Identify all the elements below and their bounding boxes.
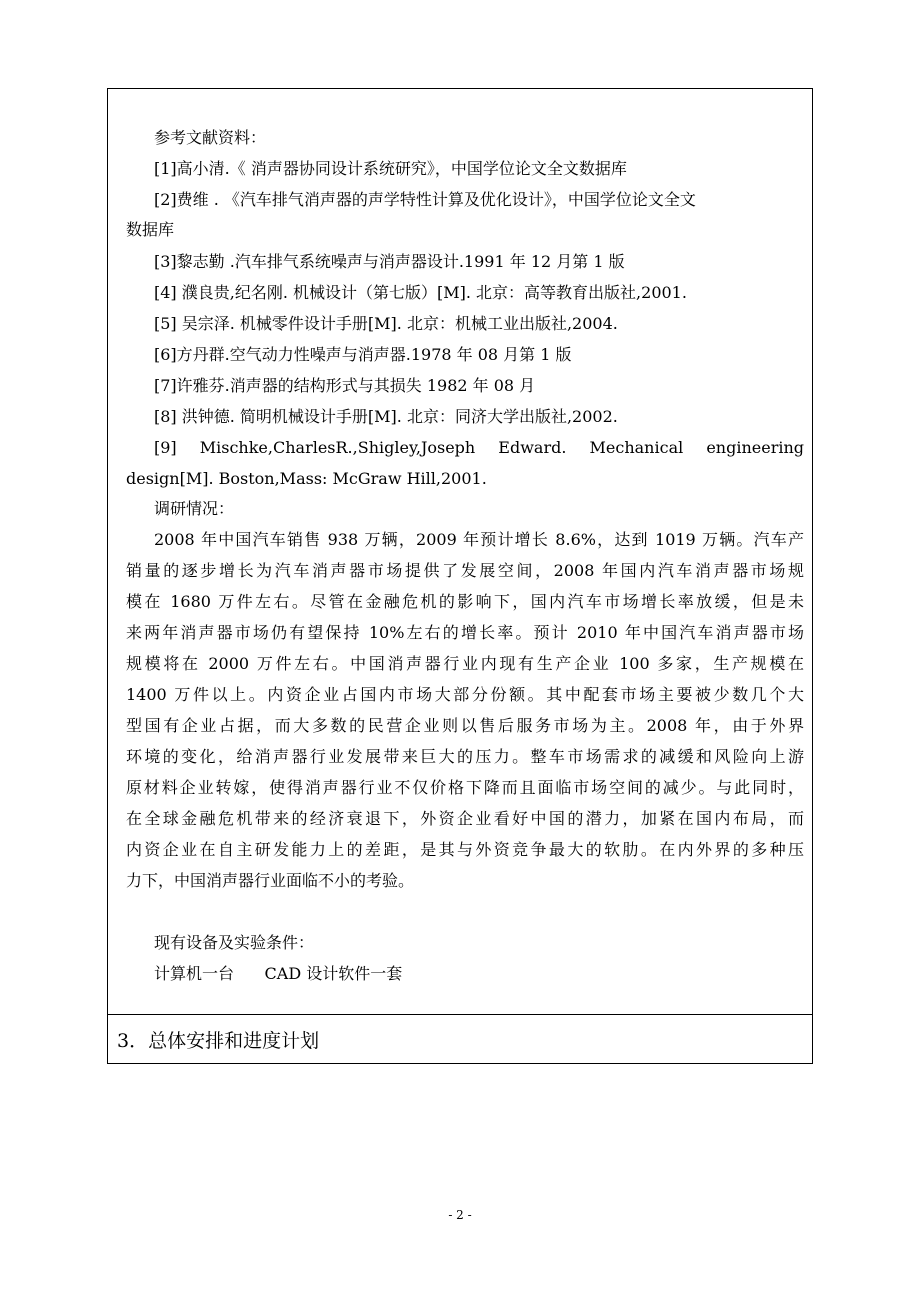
- survey-paragraph-line: 在全球金融危机带来的经济衰退下，外资企业看好中国的潜力，加紧在国内布局，而: [126, 809, 804, 828]
- survey-paragraph-line: 规模将在 2000 万件左右。中国消声器行业内现有生产企业 100 多家，生产规模在: [126, 654, 804, 673]
- reference-item-continuation: 数据库: [126, 220, 175, 239]
- equipment-heading: 现有设备及实验条件：: [154, 933, 315, 952]
- survey-paragraph-line: 来两年消声器市场仍有望保持 10%左右的增长率。预计 2010 年中国汽车消声器市场: [126, 623, 804, 642]
- survey-paragraph-line: 模在 1680 万件左右。尽管在金融危机的影响下，国内汽车市场增长率放缓，但是未: [126, 592, 804, 611]
- page-number: - 2 -: [448, 1208, 472, 1222]
- survey-paragraph-line: 环境的变化，给消声器行业发展带来巨大的压力。整车市场需求的减缓和风险向上游: [126, 747, 804, 766]
- survey-paragraph-line: 型国有企业占据，而大多数的民营企业则以售后服务市场为主。2008 年，由于外界: [126, 716, 804, 735]
- reference-item: [3]黎志勤 .汽车排气系统噪声与消声器设计.1991 年 12 月第 1 版: [154, 252, 625, 271]
- reference-item: [7]许雅芬.消声器的结构形式与其损失 1982 年 08 月: [154, 376, 536, 395]
- survey-paragraph-line: 原材料企业转嫁，使得消声器行业不仅价格下降而且面临市场空间的减少。与此同时，: [126, 778, 804, 797]
- reference-item: [8] 洪钟德. 简明机械设计手册[M]. 北京：同济大学出版社,2002.: [154, 407, 618, 426]
- survey-paragraph-line: 力下，中国消声器行业面临不小的考验。: [126, 871, 415, 890]
- reference-item: [4] 濮良贵,纪名刚. 机械设计（第七版）[M]. 北京：高等教育出版社,2001.: [154, 283, 687, 302]
- page-frame: [107, 88, 813, 1064]
- reference-item: [9] Mischke,CharlesR.,Shigley,Joseph Edward. Mechanical engineering: [154, 438, 804, 457]
- reference-item: [5] 吴宗泽. 机械零件设计手册[M]. 北京：机械工业出版社,2004.: [154, 314, 618, 333]
- section-3-heading: 3．总体安排和进度计划: [117, 1030, 320, 1052]
- survey-paragraph-line: 1400 万件以上。内资企业占国内市场大部分份额。其中配套市场主要被少数几个大: [126, 685, 804, 704]
- survey-paragraph-line: 销量的逐步增长为汽车消声器市场提供了发展空间，2008 年国内汽车消声器市场规: [126, 561, 804, 580]
- references-heading: 参考文献资料：: [154, 128, 267, 147]
- reference-item: [1]高小清.《 消声器协同设计系统研究》，中国学位论文全文数据库: [154, 159, 627, 178]
- survey-heading: 调研情况：: [154, 499, 235, 518]
- reference-item-continuation: design[M]. Boston,Mass: McGraw Hill,2001.: [126, 469, 487, 488]
- reference-item: [2]费维 . 《汽车排气消声器的声学特性计算及优化设计》，中国学位论文全文: [154, 190, 696, 209]
- survey-paragraph-line: 内资企业在自主研发能力上的差距，是其与外资竞争最大的软肋。在内外界的多种压: [126, 840, 804, 859]
- references-survey-cell: [108, 89, 812, 1015]
- equipment-line: 计算机一台 CAD 设计软件一套: [154, 964, 403, 983]
- survey-paragraph-line: 2008 年中国汽车销售 938 万辆，2009 年预计增长 8.6%，达到 1019 万辆。汽车产: [154, 530, 804, 549]
- reference-item: [6]方丹群.空气动力性噪声与消声器.1978 年 08 月第 1 版: [154, 345, 572, 364]
